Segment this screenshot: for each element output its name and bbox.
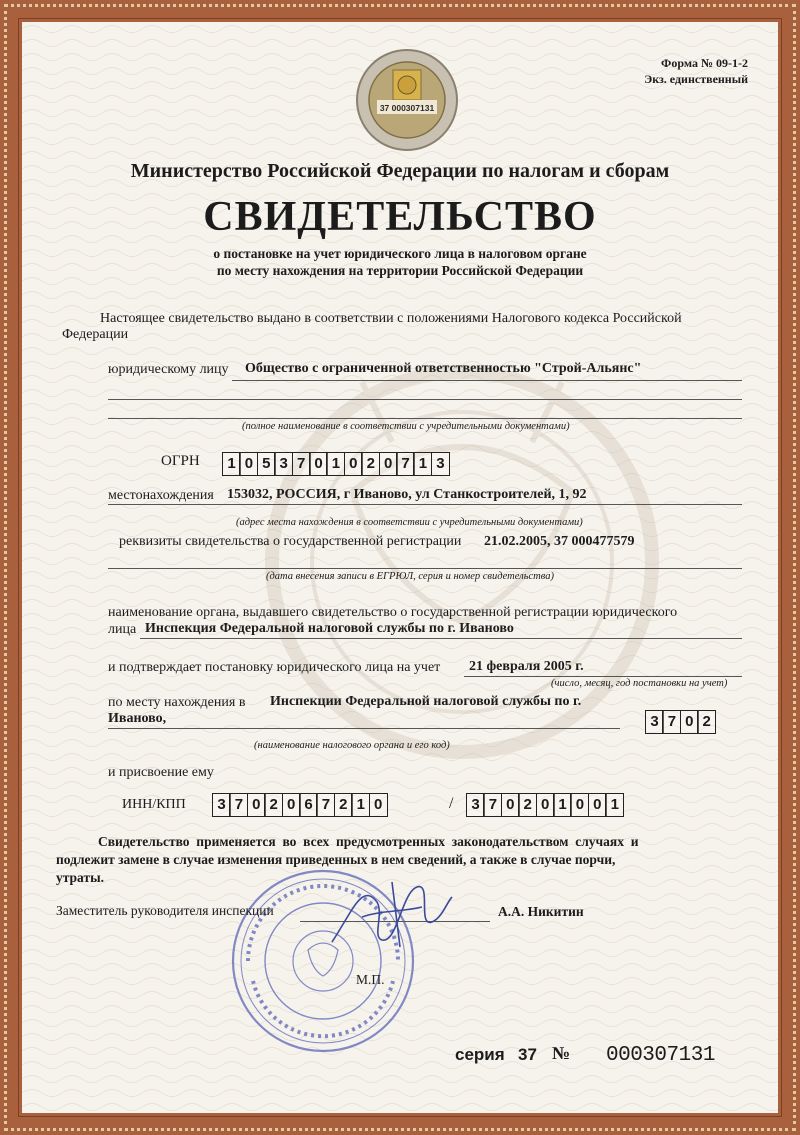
series-number: 37 xyxy=(518,1045,537,1064)
location-caption: (наименование налогового органа и его код) xyxy=(254,740,450,751)
tax-office-code-digit: 2 xyxy=(697,710,716,734)
location-value-2: Иваново, xyxy=(108,711,167,726)
hologram-seal-icon xyxy=(355,48,459,152)
tax-office-code-digit: 7 xyxy=(662,710,681,734)
location-value-1: Инспекции Федеральной налоговой службы по г. xyxy=(270,694,582,709)
inn-digit: 0 xyxy=(369,793,388,817)
confirm-underline xyxy=(464,676,742,677)
kpp-digit: 0 xyxy=(536,793,555,817)
ogrn-digit: 5 xyxy=(257,452,276,476)
tax-office-code-digit: 0 xyxy=(680,710,699,734)
entity-line-3 xyxy=(108,418,742,419)
inn-digit: 2 xyxy=(334,793,353,817)
authority-label-1: наименование органа, выдавшего свидетельство о государственной регистрации юридического xyxy=(108,605,678,620)
authority-label-2: лица xyxy=(108,622,137,637)
location-label: по месту нахождения в xyxy=(108,695,246,710)
assign-text: и присвоение ему xyxy=(108,765,214,780)
ogrn-digit: 0 xyxy=(379,452,398,476)
authority-underline xyxy=(140,638,742,639)
registration-underline xyxy=(108,568,742,569)
copy-note: Экз. единственный xyxy=(644,72,748,86)
entity-line-2 xyxy=(108,399,742,400)
notice-line-3: утраты. xyxy=(56,870,105,885)
inn-digit: 6 xyxy=(299,793,318,817)
kpp-digit: 3 xyxy=(466,793,485,817)
inn-digit: 7 xyxy=(316,793,335,817)
intro-line-1: Настоящее свидетельство выдано в соответствии с положениями Налогового кодекса Российской xyxy=(100,311,682,326)
ogrn-digit: 1 xyxy=(222,452,241,476)
inn-digit: 2 xyxy=(264,793,283,817)
kpp-digit: 7 xyxy=(483,793,502,817)
signatory-name: А.А. Никитин xyxy=(498,904,584,919)
notice-line-1: Свидетельство применяется во всех предусмотренных законодательством случаях и xyxy=(98,834,639,849)
inn-digit: 1 xyxy=(351,793,370,817)
kpp-digit: 2 xyxy=(518,793,537,817)
ministry-heading: Министерство Российской Федерации по налогам и сборам xyxy=(130,160,670,182)
ogrn-digit: 0 xyxy=(239,452,258,476)
authority-value: Инспекция Федеральной налоговой службы по г. Иваново xyxy=(145,621,514,636)
ogrn-digit: 2 xyxy=(361,452,380,476)
number-sign: № xyxy=(552,1043,571,1063)
ogrn-boxes xyxy=(222,452,450,476)
kpp-digit: 0 xyxy=(588,793,607,817)
address-label: местонахождения xyxy=(108,488,214,503)
location-underline xyxy=(108,728,620,729)
ogrn-digit: 1 xyxy=(413,452,432,476)
entity-label: юридическому лицу xyxy=(108,362,229,377)
tax-office-code-boxes xyxy=(645,710,716,734)
kpp-digit: 1 xyxy=(553,793,572,817)
confirm-date: 21 февраля 2005 г. xyxy=(469,659,584,674)
ogrn-digit: 7 xyxy=(396,452,415,476)
stamp-place-label: М.П. xyxy=(356,972,385,987)
entity-underline xyxy=(232,380,742,381)
entity-caption: (полное наименование в соответствии с учредительными документами) xyxy=(242,421,570,432)
inn-digit: 0 xyxy=(247,793,266,817)
hologram-number: 37 000307131 xyxy=(379,103,435,113)
intro-line-2: Федерации xyxy=(62,327,129,342)
ogrn-digit: 3 xyxy=(274,452,293,476)
address-underline xyxy=(108,504,742,505)
ogrn-digit: 7 xyxy=(292,452,311,476)
signature-icon xyxy=(322,872,462,957)
subtitle-line-2: по месту нахождения на территории Российской Федерации xyxy=(216,263,584,278)
registration-value: 21.02.2005, 37 000477579 xyxy=(484,534,635,549)
registration-caption: (дата внесения записи в ЕГРЮЛ, серия и номер свидетельства) xyxy=(266,571,554,582)
kpp-boxes xyxy=(466,793,624,817)
inn-digit: 0 xyxy=(282,793,301,817)
inn-digit: 3 xyxy=(212,793,231,817)
ogrn-digit: 0 xyxy=(344,452,363,476)
address-caption: (адрес места нахождения в соответствии с учредительными документами) xyxy=(236,517,583,528)
confirm-caption: (число, месяц, год постановки на учет) xyxy=(551,678,728,689)
document-title: СВИДЕТЕЛЬСТВО xyxy=(203,194,597,240)
ogrn-digit: 0 xyxy=(309,452,328,476)
confirm-label: и подтверждает постановку юридического лица на учет xyxy=(108,660,441,675)
document-number: 000307131 xyxy=(606,1044,715,1067)
subtitle-line-1: о постановке на учет юридического лица в налоговом органе xyxy=(213,246,587,261)
series-label: серия xyxy=(455,1045,505,1064)
inn-kpp-separator: / xyxy=(449,795,454,812)
inn-kpp-label: ИНН/КПП xyxy=(122,797,186,812)
inn-digit: 7 xyxy=(229,793,248,817)
notice-line-2: подлежит замене в случае изменения приведенных в нем сведений, а также в случае порчи, xyxy=(56,852,616,867)
address-value: 153032, РОССИЯ, г Иваново, ул Станкостроителей, 1, 92 xyxy=(227,487,587,502)
ogrn-digit: 3 xyxy=(431,452,450,476)
tax-office-code-digit: 3 xyxy=(645,710,664,734)
entity-name: Общество с ограниченной ответственностью "Строй-Альянс" xyxy=(245,361,642,376)
ogrn-label: ОГРН xyxy=(161,453,200,469)
registration-label: реквизиты свидетельства о государственной регистрации xyxy=(119,534,462,549)
form-number: Форма № 09-1-2 xyxy=(661,56,748,70)
kpp-digit: 0 xyxy=(501,793,520,817)
kpp-digit: 0 xyxy=(570,793,589,817)
inn-boxes xyxy=(212,793,388,817)
signatory-label: Заместитель руководителя инспекции xyxy=(56,903,274,918)
ogrn-digit: 1 xyxy=(326,452,345,476)
kpp-digit: 1 xyxy=(605,793,624,817)
